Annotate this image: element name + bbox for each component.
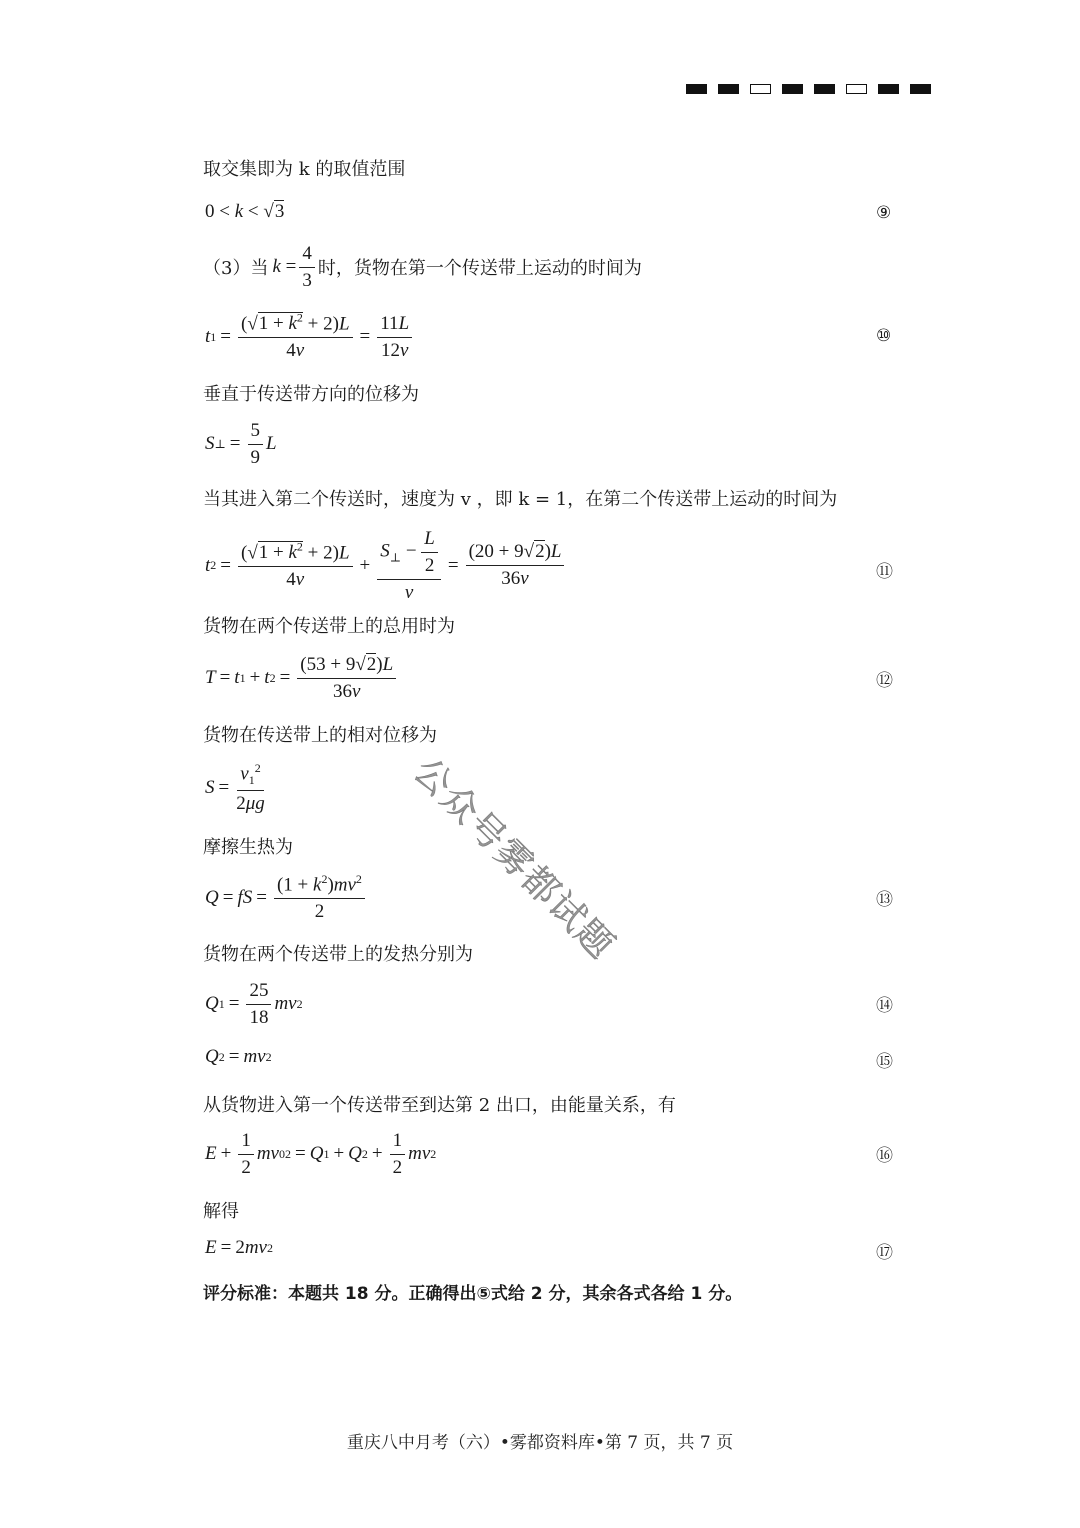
header-mark [782, 84, 803, 94]
equation-16: E + $\frac{1}{2}$ mv 0 2 = Q 1 + Q 2 + $\frac{1}{2}$ mv 2 [205, 1130, 437, 1178]
equation-number: ⑬ [876, 890, 893, 910]
header-mark [910, 84, 931, 94]
watermark: 公众号雾都试题 [405, 750, 623, 968]
text-line: 货物在两个传送带上的发热分别为 [203, 944, 473, 965]
equation-relative-displacement: S = $\frac{v_1^2}{2\mu g}$ [205, 761, 265, 814]
equation-13: Q = fS = $\frac{(1 + k^2)mv^2}{2}$ [205, 873, 368, 923]
header-mark [814, 84, 835, 94]
equation-9: 0 < k < √ 3 [205, 200, 285, 222]
header-mark [686, 84, 707, 94]
text-line: 摩擦生热为 [203, 837, 293, 858]
equation-s-perp: S ⊥ = $\frac{5}{9}$ L [205, 420, 277, 468]
header-mark [750, 84, 771, 94]
equation-number: ⑨ [876, 203, 892, 223]
equation-12: T = t 1 + t 2 = $\frac{(53 + 9√2)L}{36v}$ [205, 654, 399, 703]
header-mark [846, 84, 867, 94]
equation-number: ⑰ [876, 1243, 893, 1263]
text-line: （3）当 k = $\frac{4}{3}$ 时，货物在第一个传送带上运动的时间为 [203, 243, 642, 291]
equation-number: ⑫ [876, 671, 893, 691]
equation-17: E = 2 mv 2 [205, 1237, 273, 1258]
text-line: 从货物进入第一个传送带至到达第 2 出口，由能量关系，有 [203, 1095, 676, 1116]
text-line: 解得 [203, 1201, 239, 1222]
page-footer: 重庆八中月考（六）•雾都资料库•第 7 页，共 7 页 [346, 1433, 734, 1453]
equation-14: Q 1 = $\frac{25}{18}$ mv 2 [205, 980, 303, 1028]
header-marks [686, 84, 931, 94]
text-line: 垂直于传送带方向的位移为 [203, 384, 419, 405]
equation-number: ⑯ [876, 1146, 893, 1166]
text-line: 当其进入第二个传送时，速度为 v ，即 k = 1，在第二个传送带上运动的时间为 [203, 489, 838, 510]
text-line: 货物在两个传送带上的总用时为 [203, 616, 455, 637]
equation-number: ⑮ [876, 1052, 893, 1072]
header-mark [878, 84, 899, 94]
equation-number: ⑭ [876, 996, 893, 1016]
grading-note: 评分标准：本题共 18 分。正确得出⑤式给 2 分，其余各式各给 1 分。 [203, 1284, 743, 1304]
text-line: 取交集即为 k 的取值范围 [203, 159, 406, 180]
text-line: 货物在传送带上的相对位移为 [203, 725, 437, 746]
equation-15: Q 2 = mv 2 [205, 1046, 272, 1067]
equation-10: t 1 = $\frac{(√1 + k^2 + 2)L}{4v}$ = $\frac{11L}{12v}$ [205, 312, 415, 362]
equation-number: ⑩ [876, 326, 892, 346]
header-mark [718, 84, 739, 94]
equation-11: t 2 = $\frac{(√1 + k^2 + 2)L}{4v}$ + $S_\perp$ − $\frac{L}{2}$ v = $\frac{(20 + 9√2)L}{36v}$ [205, 528, 567, 604]
equation-number: ⑪ [876, 562, 893, 582]
